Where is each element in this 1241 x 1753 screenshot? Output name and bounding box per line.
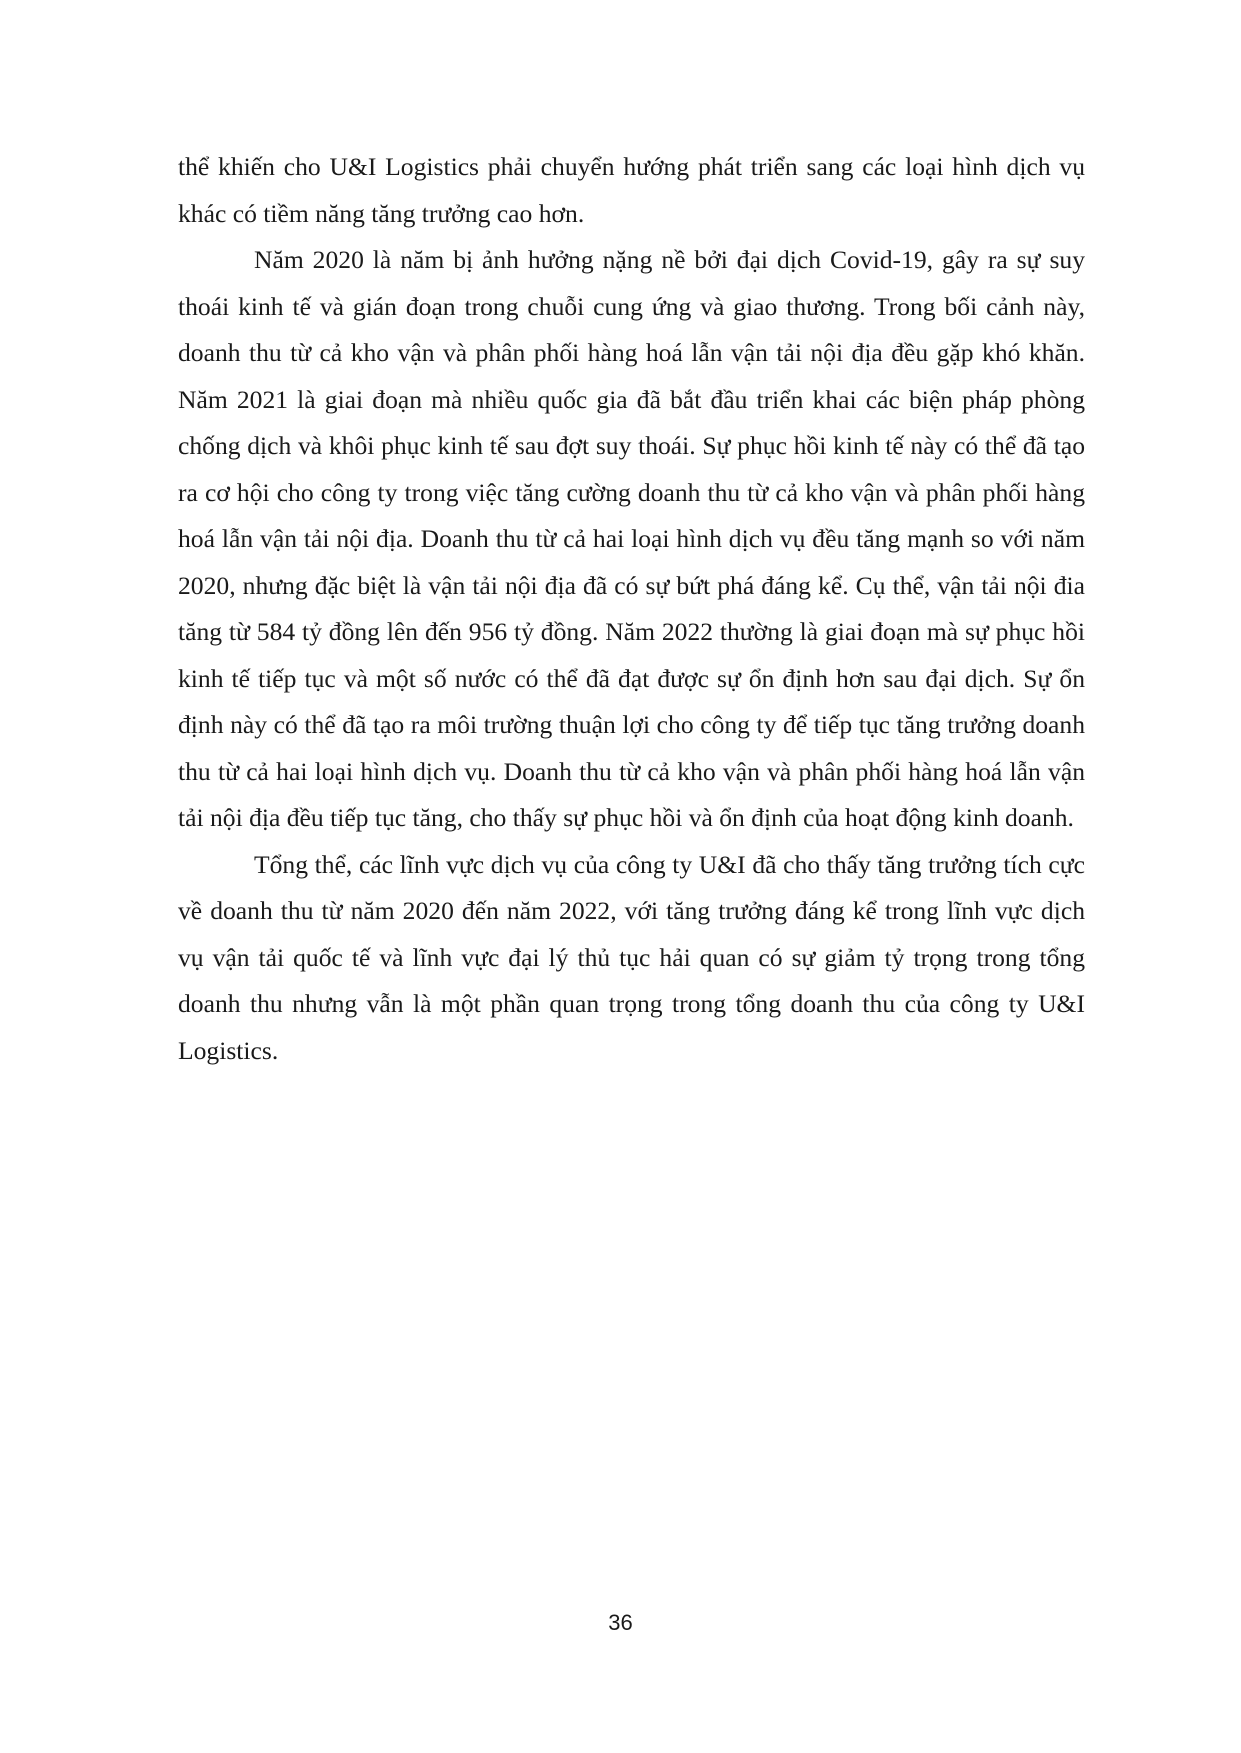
paragraph-continuation: thể khiến cho U&I Logistics phải chuyển hướng phát triển sang các loại hình dịch vụ khác có tiềm năng tăng trưởng cao hơn.	[178, 152, 1085, 228]
body-text	[178, 144, 1085, 1074]
paragraph-summary: Tổng thể, các lĩnh vực dịch vụ của công ty U&I đã cho thấy tăng trưởng tích cực về doanh thu từ năm 2020 đến năm 2022, với tăng trưởng đáng kể trong lĩnh vực dịch vụ vận tải quốc tế và lĩnh vực đại lý thủ tục hải quan có sự giảm tỷ trọng trong tổng doanh thu nhưng vẫn là một phần quan trọng trong tổng doanh thu của công ty U&I Logistics.	[178, 849, 1085, 1065]
paragraph-2020-2022-analysis: Năm 2020 là năm bị ảnh hưởng nặng nề bởi đại dịch Covid-19, gây ra sự suy thoái kinh tế và gián đoạn trong chuỗi cung ứng và giao thương. Trong bối cảnh này, doanh thu từ cả kho vận và phân phối hàng hoá lẫn vận tải nội địa đều gặp khó khăn. Năm 2021 là giai đoạn mà nhiều quốc gia đã bắt đầu triển khai các biện pháp phòng chống dịch và khôi phục kinh tế sau đợt suy thoái. Sự phục hồi kinh tế này có thể đã tạo ra cơ hội cho công ty trong việc tăng cường doanh thu từ cả kho vận và phân phối hàng hoá lẫn vận tải nội địa. Doanh thu từ cả hai loại hình dịch vụ đều tăng mạnh so với năm 2020, nhưng đặc biệt là vận tải nội địa đã có sự bứt phá đáng kể. Cụ thể, vận tải nội đia tăng từ 584 tỷ đồng lên đến 956 tỷ đồng. Năm 2022 thường là giai đoạn mà sự phục hồi kinh tế tiếp tục và một số nước có thể đã đạt được sự ổn định hơn sau đại dịch. Sự ổn định này có thể đã tạo ra môi trường thuận lợi cho công ty để tiếp tục tăng trưởng doanh thu từ cả hai loại hình dịch vụ. Doanh thu từ cả kho vận và phân phối hàng hoá lẫn vận tải nội địa đều tiếp tục tăng, cho thấy sự phục hồi và ổn định của hoạt động kinh doanh.	[178, 245, 1085, 832]
page-number: 36	[608, 1610, 633, 1635]
